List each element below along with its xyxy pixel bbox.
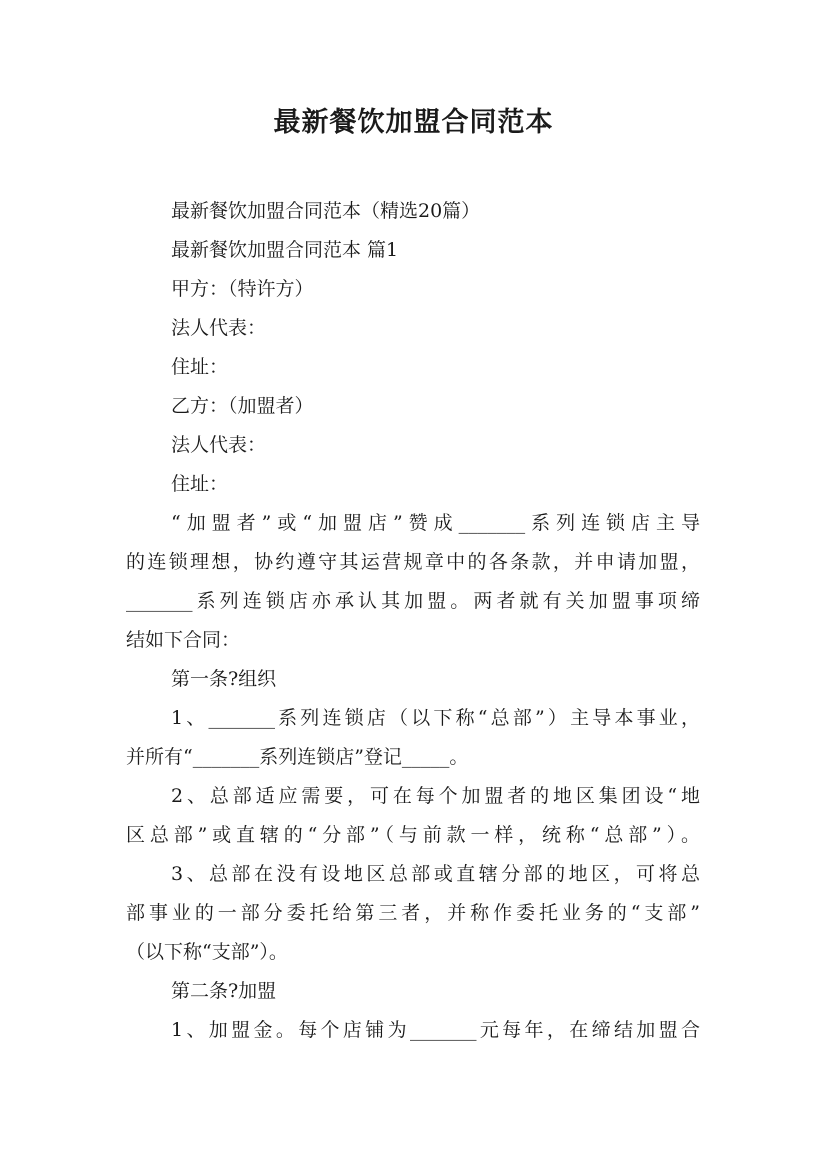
paragraph-line: 1、_______系列连锁店（以下称“总部”）主导本事业， [171,707,700,729]
party-b-label: 乙方：（加盟者） [171,395,314,417]
paragraph-line: 的连锁理想，协约遵守其运营规章中的各条款，并申请加盟， [126,551,700,573]
document-title: 最新餐饮加盟合同范本 [273,107,554,138]
paragraph-line: 并所有“_______系列连锁店”登记_____。 [126,746,469,768]
paragraph-line: 1、加盟金。每个店铺为_______元每年，在缔结加盟合 [171,1019,700,1041]
paragraph-line: _______系列连锁店亦承认其加盟。两者就有关加盟事项缔 [126,590,700,612]
paragraph-line: 结如下合同： [126,629,241,651]
party-a-label: 甲方：（特许方） [171,278,314,300]
paragraph-line: “加盟者”或“加盟店”赞成_______系列连锁店主导 [171,512,700,534]
paragraph-line: 3、总部在没有设地区总部或直辖分部的地区，可将总 [171,863,700,885]
party-b-address: 住址： [171,473,229,495]
party-b-representative: 法人代表： [171,434,267,456]
document-subtitle: 最新餐饮加盟合同范本（精选20篇） [171,200,481,222]
paragraph-line: 部事业的一部分委托给第三者，并称作委托业务的“支部” [126,902,700,924]
section-heading: 最新餐饮加盟合同范本 篇1 [171,239,399,261]
article-heading: 第一条?组织 [171,668,277,690]
paragraph-line: 区总部”或直辖的“分部”（与前款一样，统称“总部”）。 [126,824,700,846]
paragraph-line: 2、总部适应需要，可在每个加盟者的地区集团设“地 [171,785,700,807]
party-a-address: 住址： [171,356,229,378]
article-heading: 第二条?加盟 [171,980,277,1002]
paragraph-line: （以下称“支部”）。 [126,941,288,963]
party-a-representative: 法人代表： [171,317,267,339]
